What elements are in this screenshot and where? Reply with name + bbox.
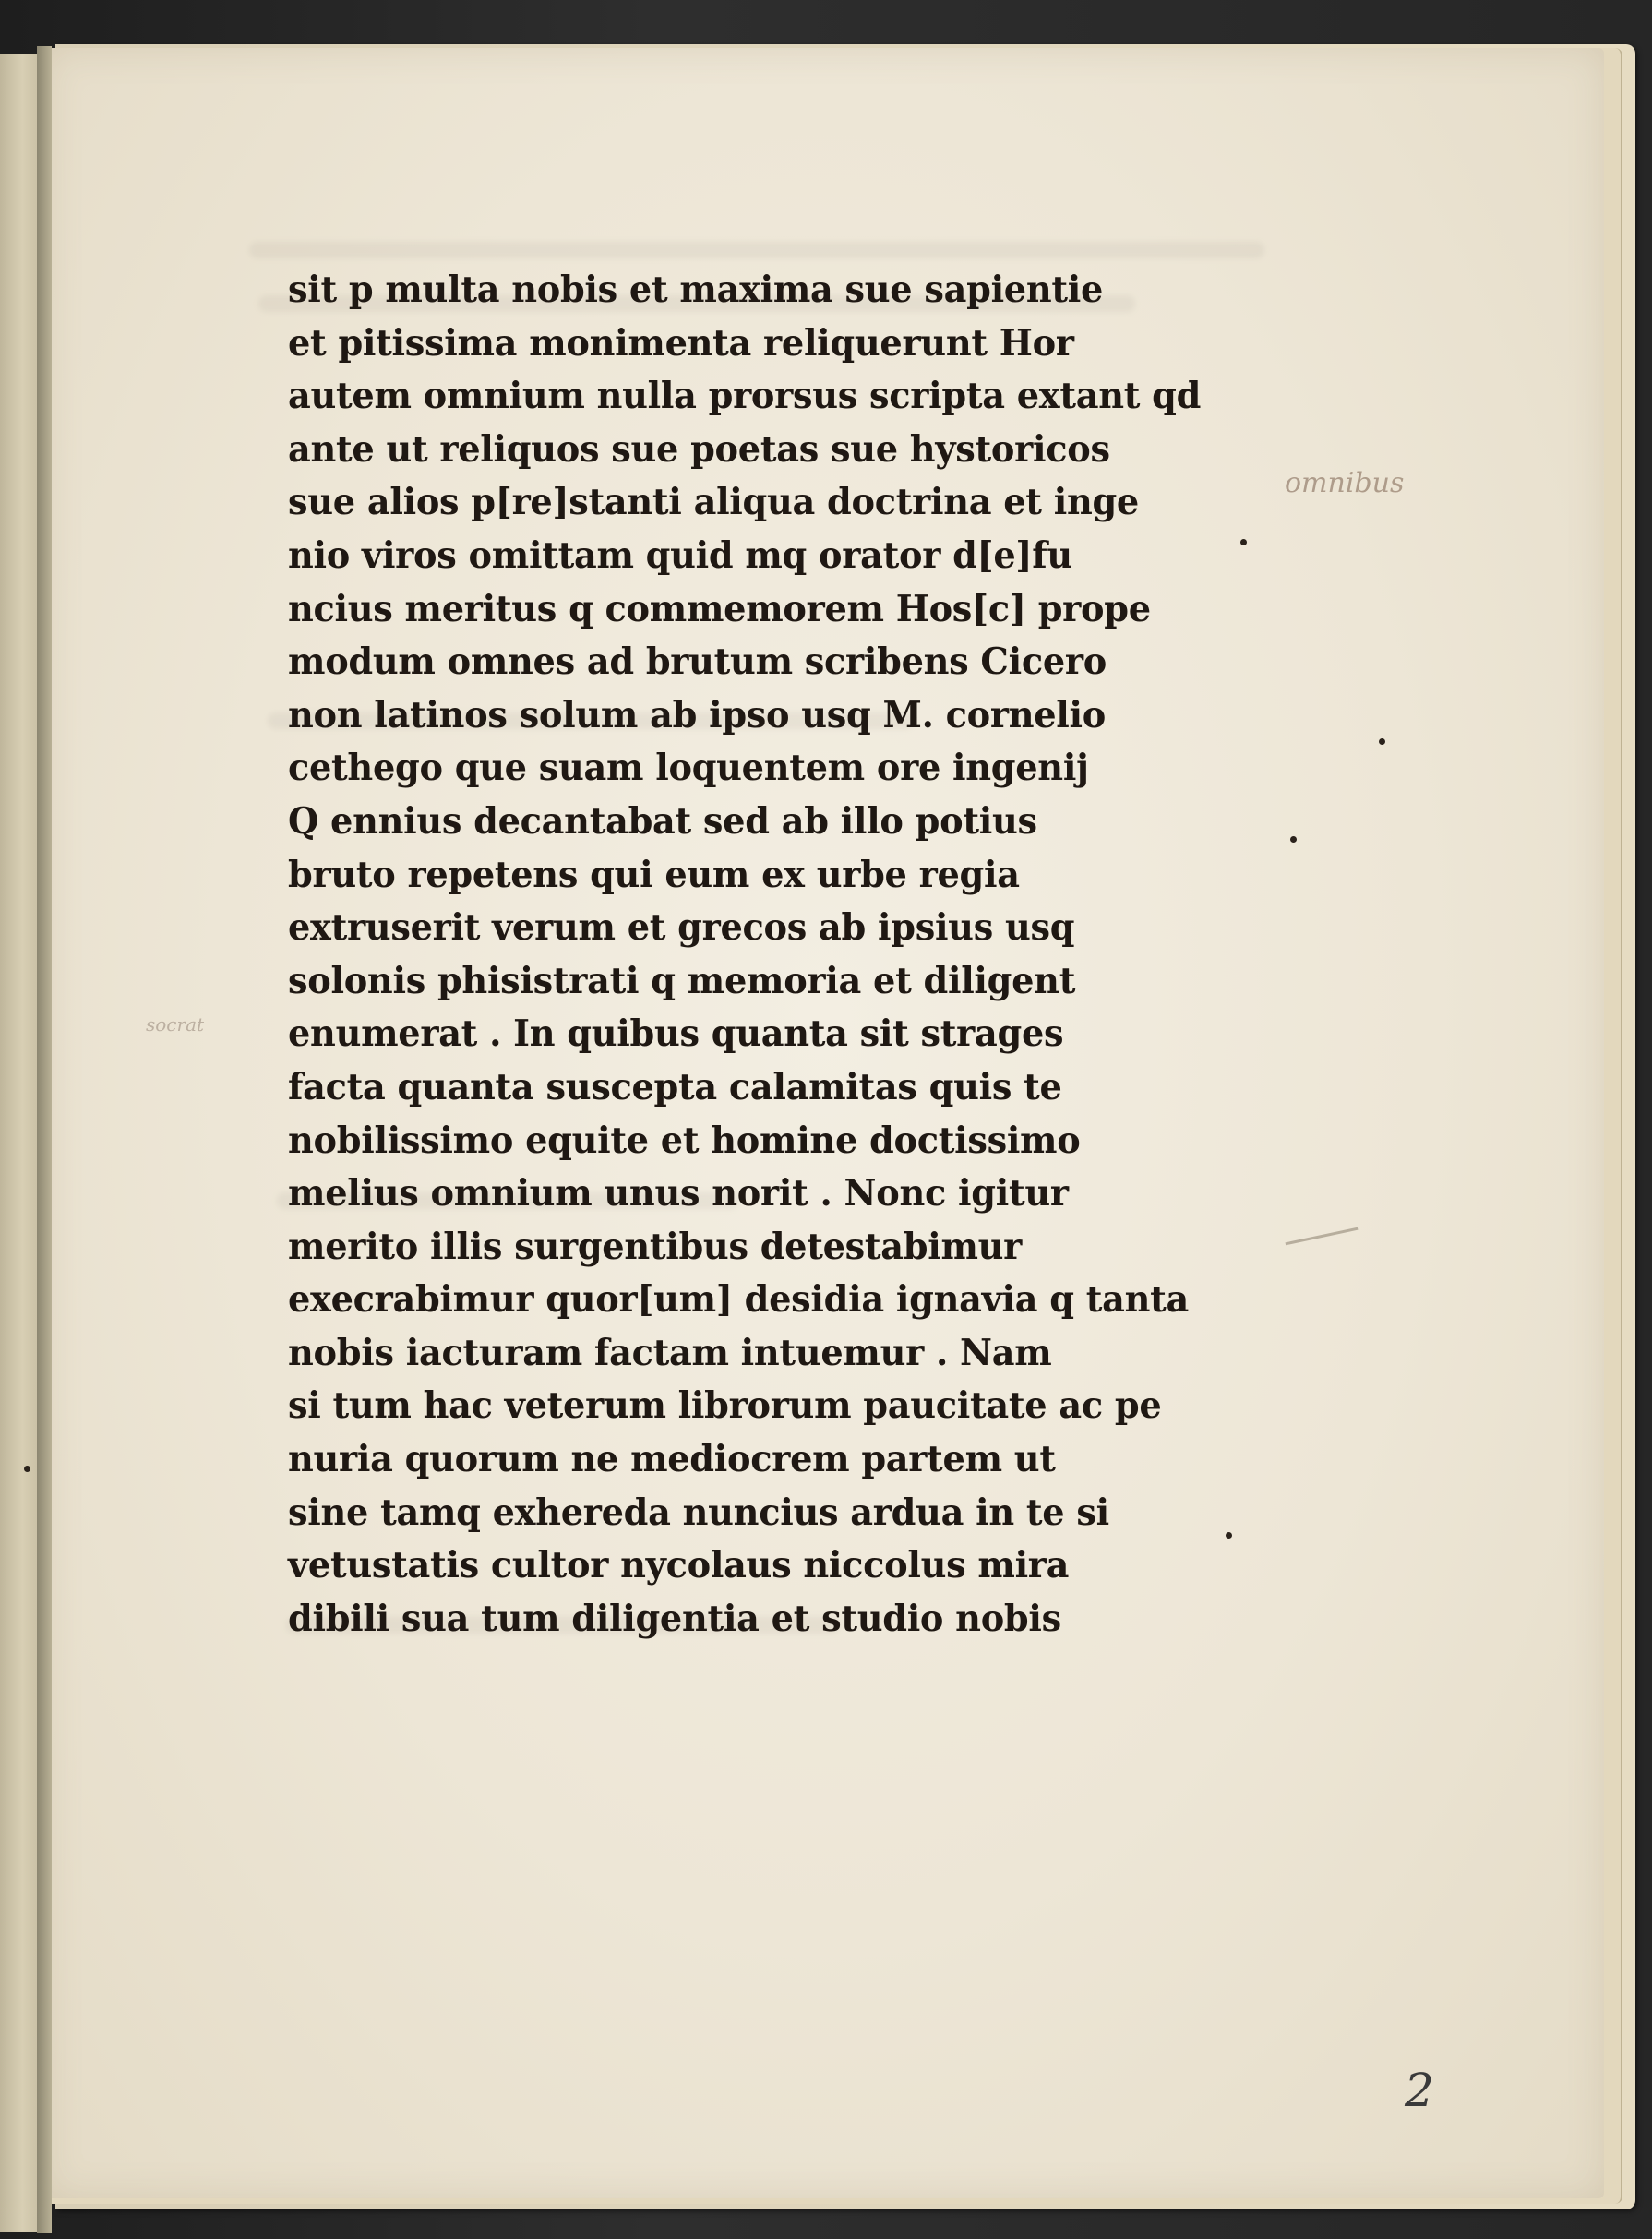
- margin-note-right: omnibus: [1285, 467, 1405, 499]
- manuscript-line: dibili sua tum diligentia et studio nobis: [288, 1597, 1061, 1640]
- manuscript-line: execrabimur quor[um] desidia ignavia q tanta: [288, 1278, 1190, 1322]
- margin-note-left: socrat: [146, 1013, 205, 1036]
- manuscript-line: modum omnes ad brutum scribens Cicero: [288, 641, 1107, 684]
- manuscript-line: si tum hac veterum librorum paucitate ac pe: [288, 1384, 1162, 1428]
- show-through-line: [249, 242, 1264, 258]
- manuscript-line: facta quanta suscepta calamitas quis te: [288, 1065, 1062, 1108]
- manuscript-line: enumerat . In quibus quanta sit strages: [288, 1012, 1064, 1056]
- manuscript-line: sine tamq exhereda nuncius ardua in te si: [288, 1491, 1109, 1534]
- manuscript-line: extruserit verum et grecos ab ipsius usq: [288, 906, 1075, 950]
- binding-gutter: [37, 46, 52, 2233]
- manuscript-line: nobilissimo equite et homine doctissimo: [288, 1119, 1081, 1162]
- manuscript-text-block: [288, 264, 1266, 1646]
- manuscript-line: solonis phisistrati q memoria et diligent: [288, 959, 1076, 1002]
- folio-number: 2: [1405, 2064, 1434, 2117]
- manuscript-line: ante ut reliquos sue poetas sue hystoricos: [288, 427, 1110, 471]
- margin-dot: [1379, 738, 1385, 745]
- margin-dot: [1226, 1532, 1232, 1539]
- margin-dot: [1240, 539, 1247, 545]
- manuscript-line: merito illis surgentibus detestabimur: [288, 1225, 1023, 1268]
- manuscript-line: bruto repetens qui eum ex urbe regia: [288, 853, 1020, 896]
- manuscript-line: sue alios p[re]stanti aliqua doctrina et inge: [288, 481, 1139, 524]
- manuscript-line: vetustatis cultor nycolaus niccolus mira: [288, 1544, 1070, 1587]
- manuscript-line: sit p multa nobis et maxima sue sapientie: [288, 269, 1104, 311]
- manuscript-line: cethego que suam loquentem ore ingenij: [288, 747, 1089, 790]
- manuscript-line: et pitissima monimenta reliquerunt Hor: [288, 321, 1074, 365]
- manuscript-line: autem omnium nulla prorsus scripta extant qd: [288, 375, 1202, 418]
- manuscript-line: nobis iacturam factam intuemur . Nam: [288, 1331, 1052, 1374]
- manuscript-line: non latinos solum ab ipso usq M. cornelio: [288, 693, 1106, 736]
- margin-dot: [24, 1466, 30, 1472]
- manuscript-line: Q ennius decantabat sed ab illo potius: [288, 799, 1037, 843]
- manuscript-line: nio viros omittam quid mq orator d[e]fu: [288, 533, 1072, 577]
- margin-dot: [1290, 836, 1297, 843]
- manuscript-line: melius omnium unus norit . Nonc igitur: [288, 1172, 1069, 1215]
- manuscript-line: ncius meritus q commemorem Hos[c] prope: [288, 587, 1151, 630]
- manuscript-line: nuria quorum ne mediocrem partem ut: [288, 1438, 1056, 1481]
